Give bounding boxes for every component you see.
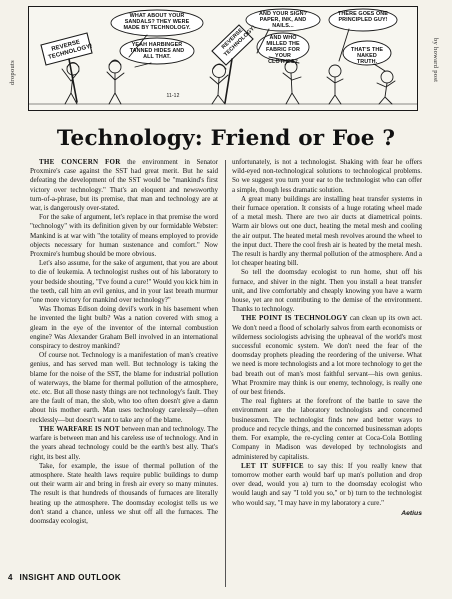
paragraph-lead: THE CONCERN FOR xyxy=(39,158,121,166)
page-number: 4 xyxy=(8,573,13,582)
cartoon-bubble-principled: THERE GOES ONE PRINCIPLED GUY! xyxy=(338,11,388,23)
paragraph-text: Of course not. Technology is a manifestation of man's creative genius, and has served man well. But technology is taking the blame for the noise of the SST, the blame for industrial pollution of waterways, the blame for thermal pollution of the atmosphere, etc. etc. But all those nasty things are not technology's fault. They are the fault of man, the slob, who too often doesn't give a damn about his mother earth. Man uses technology carelessly—often recklessly—but doesn't want to take any of the blame. xyxy=(30,351,218,424)
article-column-left xyxy=(30,158,218,526)
column-divider xyxy=(225,160,226,587)
paragraph xyxy=(30,462,218,526)
cartoon-bubble-sandals: WHAT ABOUT YOUR SANDALS? THEY WERE MADE BY TECHNOLOGY. xyxy=(123,13,191,31)
paragraph-text: the environment in Senator Proxmire's case against the SST had great merit. But he said defeating the development of the SST would be "mankind's first victory over technology." That's an eloquent and newsworthy turn-of-a-phrase, but its premise, that man and technology are at war, is dangerously over-stated. xyxy=(30,158,218,213)
paragraph-text: to say this: If you really knew that tomorrow mother earth would barf up man's pollution and drop over dead, would you a) turn to the doomsday ecologist who would laugh and say "I told you so," or b) turn to the technologist who would say, "I may have in my laboratory a cure." xyxy=(232,461,422,507)
paragraph-text: So tell the doomsday ecologist to run home, shut off his furnace, and shiver in the night. Then you install a heat transfer unit, and live comfortably and cheaply knowing you have a warm house, yet are not contributing to the demise of the environment. Thanks to technology. xyxy=(232,268,422,314)
paragraph-text: For the sake of argument, let's replace in that premise the word "technology" with its definition given by our formidable Webster: Mankind is at war with "the totality of means employed to provide objects necessary for human sustenance and comfort." Now Proxmire's humbug should be more obvious. xyxy=(30,213,218,259)
paragraph-lead: THE WARFARE IS NOT xyxy=(39,424,120,433)
paragraph-text: The real fighters at the forefront of the battle to save the environment are the laboratory technologists and concerned businessmen. The technologist finds new and better ways to produce and recycle things, and the concerned businessman adopts them. For example, the re-cycling center at Coca-Cola Bottling Company in Madison was developed by technologists and administered by capitalists. xyxy=(232,397,422,461)
paragraph xyxy=(232,195,422,269)
cartoon-bubble-fabric: AND WHO MILLED THE FABRIC FOR YOUR CLOTHES? xyxy=(266,35,300,65)
paragraph-lead: LET IT SUFFICE xyxy=(241,461,304,470)
cartoon-date-mark: 11-12 xyxy=(166,93,180,99)
author-signature: Aetius xyxy=(401,509,422,517)
side-credit-dropouts: dropouts xyxy=(9,60,16,86)
paragraph xyxy=(30,425,218,462)
paragraph xyxy=(232,314,422,397)
cartoon-bubble-naked-truth: THAT'S THE NAKED TRUTH. xyxy=(350,47,384,65)
cartoon-sign-center: REVERSE TECHNOLOGY! xyxy=(220,24,257,58)
paragraph xyxy=(232,397,422,461)
paragraph xyxy=(232,268,422,314)
cartoon-bubble-sign: AND YOUR SIGN? PAPER, INK, AND NAILS... xyxy=(258,11,308,29)
paragraph xyxy=(30,213,218,259)
editorial-cartoon xyxy=(28,6,418,111)
page-title: Technology: Friend or Foe ? xyxy=(56,126,396,151)
paragraph xyxy=(30,259,218,305)
paragraph-text: A great many buildings are installing heat transfer systems in their furnace operation. It consists of a huge rotating wheel made of a metal mesh. There are two air ducts at diametrical points. Warm air blows out one duct, heating the metal mesh and cooling the air output. The heated metal mesh revolves around the wheel to the input duct. There the cool fresh air is heated by the metal mesh. The result is hardly any thermal pollution of the atmosphere. And a lot cheaper heating bill. xyxy=(232,194,422,268)
page-footer xyxy=(8,573,121,582)
paragraph xyxy=(30,305,218,351)
paragraph-text: unfortunately, is not a technologist. Shaking with fear he offers wild-eyed non-technological solutions to technological problems. So we suggest you turn your ear to the technologist who can offer a simple, though less dramatic solution. xyxy=(232,158,422,194)
side-credit-author: by howard post xyxy=(432,38,439,83)
article-column-right xyxy=(232,158,422,518)
paragraph xyxy=(232,462,422,508)
paragraph-lead: THE POINT IS TECHNOLOGY xyxy=(241,314,348,323)
paragraph-text: Let's also assume, for the sake of argument, that you are about to die of leukemia. A technologist rushes out of his laboratory to your bedside shouting, "I've found a cure!" Would you kick him in the teeth, call him an evil genius, and in your last breath murmur "one more victory for mankind over technology?" xyxy=(30,259,218,305)
paragraph-text: between man and technology. The warfare is between man and his careless use of technology. And in the years ahead technology could be the earth's best ally. That's right, its best ally. xyxy=(30,424,218,461)
paragraph-text: Was Thomas Edison doing devil's work in his basement when he invented the light bulb? Was a nation covered with smog a gleam in the eye of the inventor of the internal combustion engine? Was Alexander Graham Bell involved in an international conspiracy to destroy mankind? xyxy=(30,305,218,351)
cartoon-bubble-hides: YEAH HARBINGER TANNED HIDES AND ALL THAT. xyxy=(129,42,185,60)
paragraph-text: Take, for example, the issue of thermal pollution of the atmosphere. State health laws require public buildings to dump out their warm air and bring in fresh air every so many minutes. The result is that hundreds of thousands of furnaces are literally heating up the atmosphere. The doomsday ecologist tells us we don't stand a chance, unless we shut off all the furnaces. The doomsday ecologist, xyxy=(30,461,218,525)
paragraph xyxy=(232,158,422,195)
paragraph-text: can clean up its own act. We don't need a flood of scholarly salvos from earth economists or wilderness sociologists advising the upheaval of the world's most successful economic system. We don't need the fear of the doomsday prophets pleading the reordering of the universe. What we need is more technologists and a lot more technology to get the bad breath out of man's most faithful servant—his own genius. What Proxmire may think is our enemy, technology, is really one of our best friends. xyxy=(232,314,422,397)
paragraph xyxy=(30,351,218,425)
publication-name: INSIGHT AND OUTLOOK xyxy=(19,573,122,582)
cartoon-sign-left: REVERSE TECHNOLOGY! xyxy=(47,39,94,61)
paragraph xyxy=(30,158,218,213)
